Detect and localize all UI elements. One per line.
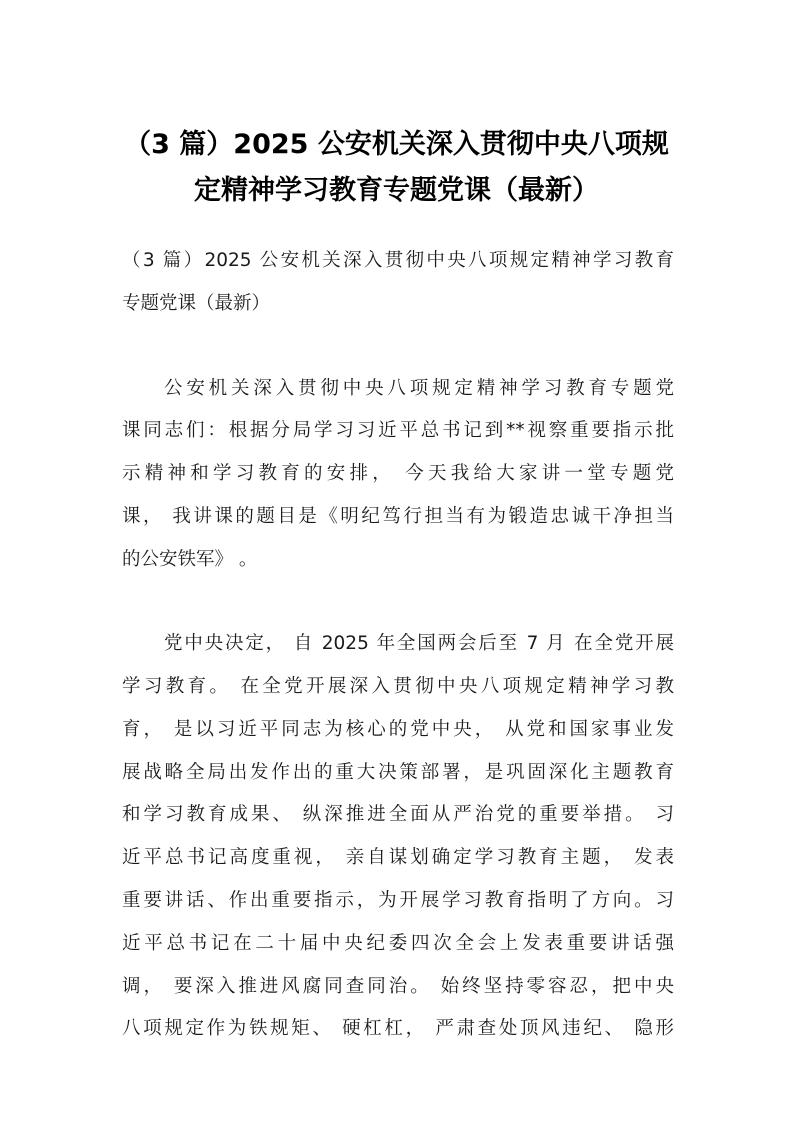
paragraph-line: 近平总书记在二十届中央纪委四次全会上发表重要讲话强	[122, 933, 674, 954]
paragraph-line: 近平总书记高度重视， 亲自谋划确定学习教育主题， 发表	[122, 847, 674, 868]
paragraph-line: 展战略全局出发作出的重大决策部署，是巩固深化主题教育	[122, 762, 674, 783]
paragraph-line: 八项规定作为铁规矩、 硬杠杠， 严肃查处顶风违纪、 隐形	[122, 1018, 674, 1039]
paragraph-line: 课， 我讲课的题目是《明纪笃行担当有为锻造忠诚干净担当	[122, 506, 674, 527]
paragraph-line: 的公安铁军》 。	[122, 549, 258, 570]
paragraph-line: 公安机关深入贯彻中央八项规定精神学习教育专题党	[164, 378, 674, 399]
paragraph-line: 重要讲话、作出重要指示，为开展学习教育指明了方向。习	[122, 890, 674, 911]
subtitle-line-1: （3 篇）2025 公安机关深入贯彻中央八项规定精神学习教育	[122, 250, 674, 271]
paragraph-line: 调， 要深入推进风腐同查同治。 始终坚持零容忍，把中央	[122, 976, 674, 997]
paragraph-line: 党中央决定， 自 2025 年全国两会后至 7 月 在全党开展	[164, 633, 674, 654]
document-title-line-2: 定精神学习教育专题党课（最新）	[194, 175, 599, 206]
paragraph-line: 和学习教育成果、 纵深推进全面从严治党的重要举措。 习	[122, 804, 674, 825]
paragraph-line: 育， 是以习近平同志为核心的党中央， 从党和国家事业发	[122, 719, 674, 740]
paragraph-line: 学习教育。 在全党开展深入贯彻中央八项规定精神学习教	[122, 676, 674, 697]
paragraph-line: 示精神和学习教育的安排， 今天我给大家讲一堂专题党	[122, 463, 674, 484]
paragraph-line: 课同志们：根据分局学习习近平总书记到**视察重要指示批	[122, 420, 674, 441]
document-title-line-1: （3 篇）2025 公安机关深入贯彻中央八项规	[124, 129, 669, 160]
subtitle-line-2: 专题党课（最新）	[122, 293, 271, 314]
